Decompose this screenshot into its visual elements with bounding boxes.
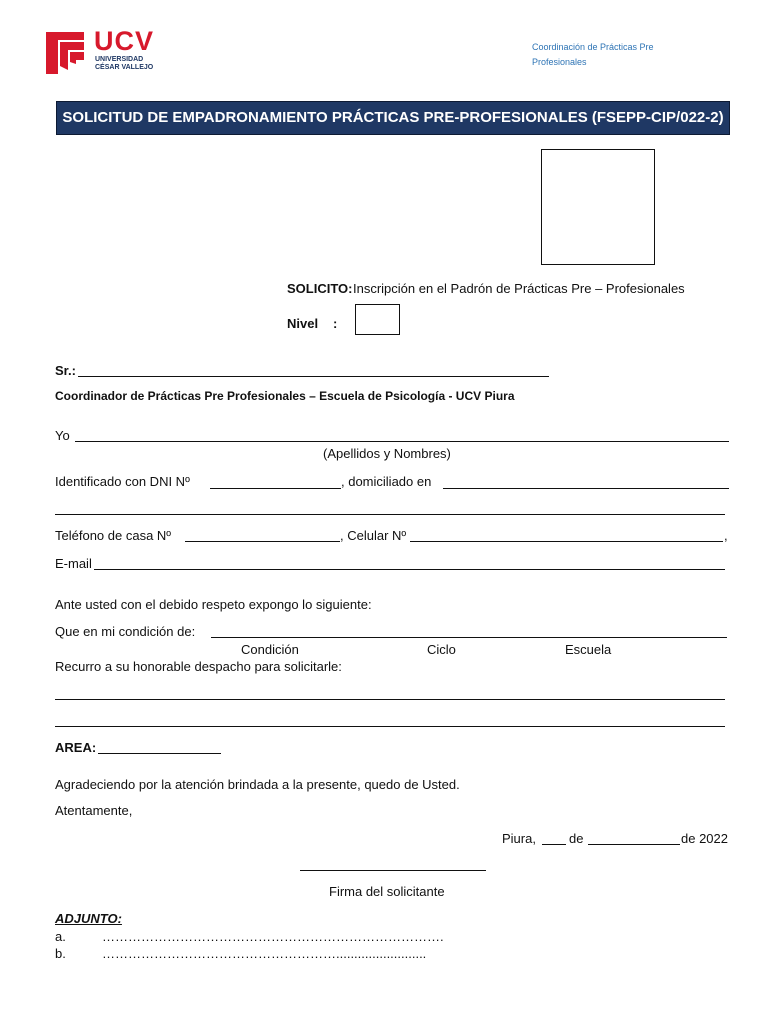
telefono-label: Teléfono de casa Nº — [55, 528, 172, 543]
condicion-hint: Condición — [241, 642, 299, 657]
signature-line[interactable] — [300, 870, 486, 871]
recipient-line: Coordinador de Prácticas Pre Profesionales – Escuela de Psicología - UCV Piura — [55, 389, 515, 403]
request-line-1[interactable] — [55, 699, 725, 700]
dni-blank-line[interactable] — [210, 488, 341, 489]
condicion-blank-line[interactable] — [211, 637, 727, 638]
telefono-blank-line[interactable] — [185, 541, 340, 542]
date-day-line[interactable] — [542, 844, 566, 845]
ciclo-hint: Ciclo — [427, 642, 456, 657]
apellidos-hint: (Apellidos y Nombres) — [323, 446, 451, 461]
date-month-line[interactable] — [588, 844, 680, 845]
solicito-text: Inscripción en el Padrón de Prácticas Pre – Profesionales — [353, 281, 685, 296]
nivel-colon: : — [333, 316, 338, 331]
agradeciendo-text: Agradeciendo por la atención brindada a la presente, quedo de Usted. — [55, 777, 460, 792]
firma-label: Firma del solicitante — [329, 884, 445, 899]
solicito-label: SOLICITO: — [287, 281, 353, 296]
date-de-year: de 2022 — [681, 831, 728, 846]
dni-label: Identificado con DNI Nº — [55, 474, 190, 489]
condicion-label: Que en mi condición de: — [55, 624, 196, 639]
area-blank-line[interactable] — [98, 753, 221, 754]
logo-subtitle-1: UNIVERSIDAD — [95, 56, 144, 63]
sr-label: Sr.: — [55, 363, 76, 378]
photo-box — [541, 149, 655, 265]
yo-label: Yo — [55, 428, 70, 443]
adjunto-letter-a: a. — [55, 929, 66, 944]
expongo-text: Ante usted con el debido respeto expongo lo siguiente: — [55, 597, 372, 612]
request-line-2[interactable] — [55, 726, 725, 727]
domicilio-label: , domiciliado en — [341, 474, 432, 489]
nivel-input-box[interactable] — [355, 304, 400, 335]
yo-blank-line[interactable] — [75, 441, 729, 442]
domicilio-blank-line[interactable] — [443, 488, 729, 489]
recurro-text: Recurro a su honorable despacho para solicitarle: — [55, 659, 342, 674]
adjunto-label: ADJUNTO: — [55, 911, 122, 926]
adjunto-dots-b[interactable]: ………………………………………………......................... — [102, 946, 427, 961]
domicilio-continuation-line[interactable] — [55, 514, 725, 515]
email-label: E-mail — [55, 556, 92, 571]
coordination-header: Coordinación de Prácticas Pre Profesionales — [532, 42, 654, 66]
date-de-1: de — [569, 831, 584, 846]
celular-end-comma: , — [724, 528, 728, 543]
adjunto-dots-a[interactable]: ……………………………………………………………………. — [102, 929, 444, 944]
atentamente-text: Atentamente, — [55, 803, 133, 818]
logo-name: UCV — [94, 26, 155, 56]
nivel-label: Nivel — [287, 316, 319, 331]
adjunto-letter-b: b. — [55, 946, 66, 961]
celular-blank-line[interactable] — [410, 541, 723, 542]
form-title: SOLICITUD DE EMPADRONAMIENTO PRÁCTICAS PRE-PROFESIONALES (FSEPP-CIP/022-2) — [56, 101, 730, 135]
celular-label: , Celular Nº — [340, 528, 407, 543]
ucv-shield-icon — [44, 30, 86, 76]
ucv-logo — [44, 26, 164, 78]
escuela-hint: Escuela — [565, 642, 612, 657]
sr-blank-line[interactable] — [78, 376, 549, 377]
logo-subtitle-2: CÉSAR VALLEJO — [95, 64, 154, 71]
date-city: Piura, — [502, 831, 536, 846]
email-blank-line[interactable] — [94, 569, 725, 570]
area-label: AREA: — [55, 740, 97, 755]
